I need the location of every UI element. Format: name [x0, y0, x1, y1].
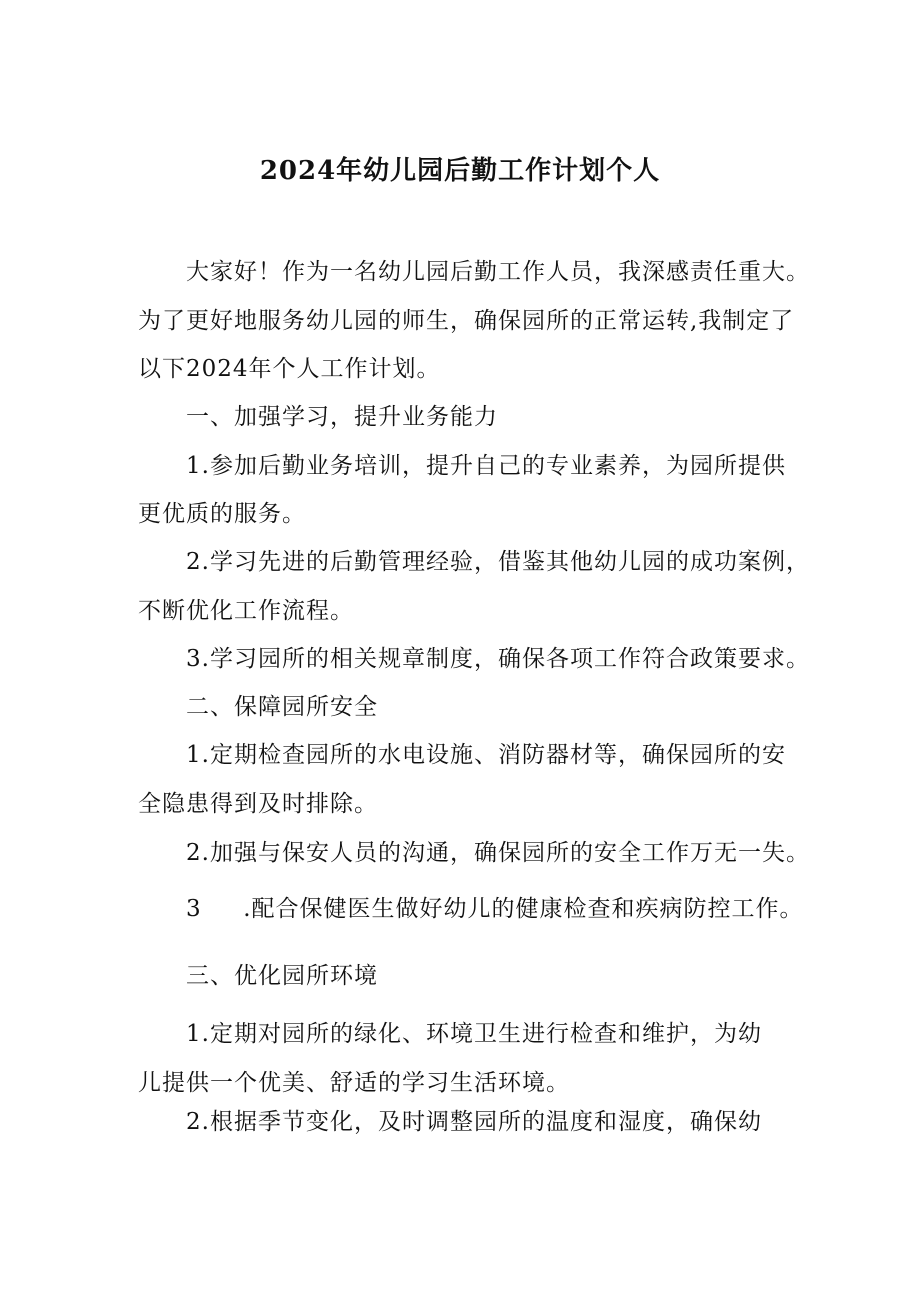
- list-item-line: 儿提供一个优美、舒适的学习生活环境。: [138, 1070, 570, 1096]
- paragraph-line: 以下2024年个人工作计划。: [138, 356, 441, 382]
- list-item-line: 3.学习园所的相关规章制度，确保各项工作符合政策要求。: [186, 646, 810, 672]
- paragraph-line: 为了更好地服务幼儿园的师生，确保园所的正常运转,我制定了: [138, 308, 795, 334]
- list-item-line: 1.参加后勤业务培训，提升自己的专业素养，为园所提供: [186, 453, 786, 479]
- list-item-line: 2.根据季节变化，及时调整园所的温度和湿度，确保幼: [186, 1109, 762, 1135]
- list-item-line: 1.定期对园所的绿化、环境卫生进行检查和维护，为幼: [186, 1021, 762, 1047]
- list-item-line: 全隐患得到及时排除。: [138, 791, 378, 817]
- list-item-line: 2.加强与保安人员的沟通，确保园所的安全工作万无一失。: [186, 840, 810, 866]
- list-item-line: 不断优化工作流程。: [138, 598, 354, 624]
- section-heading: 二、保障园所安全: [186, 694, 378, 720]
- list-item-line: 2.学习先进的后勤管理经验，借鉴其他幼儿园的成功案例，: [186, 549, 810, 575]
- list-item-line: 3 .配合保健医生做好幼儿的健康检查和疾病防控工作。: [186, 896, 804, 922]
- paragraph-line: 大家好！作为一名幼儿园后勤工作人员，我深感责任重大。: [186, 259, 810, 285]
- list-item-line: 更优质的服务。: [138, 501, 306, 527]
- section-heading: 三、优化园所环境: [186, 963, 378, 989]
- list-item-line: 1.定期检查园所的水电设施、消防器材等，确保园所的安: [186, 742, 786, 768]
- document-title: 2024年幼儿园后勤工作计划个人: [259, 156, 661, 186]
- section-heading: 一、加强学习，提升业务能力: [186, 404, 498, 430]
